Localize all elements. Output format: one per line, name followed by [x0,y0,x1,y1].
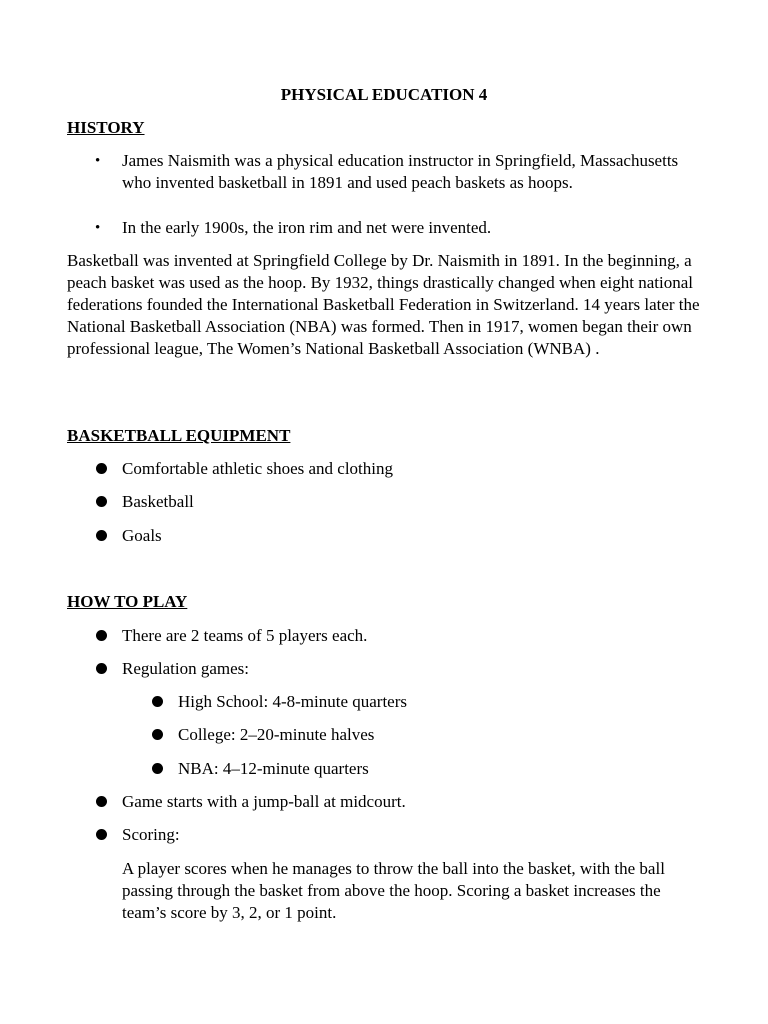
bullet-dot-icon [152,696,163,707]
regulation-nba: NBA: 4–12-minute quarters [178,759,369,778]
history-paragraph: Basketball was invented at Springfield College by Dr. Naismith in 1891. In the beginning, a peach basket was used as the hoop. By 1932, things drastically changed when eight national federations founded the International Basketball Federation in Switzerland. 14 years later the National Basketball Association (NBA) was formed. Then in 1917, women began their own professional league, The Women’s National Basketball Association (WNBA) . [67,251,700,358]
document-title: PHYSICAL EDUCATION 4 [280,85,488,104]
bullet-dot-icon [96,496,107,507]
equipment-heading: BASKETBALL EQUIPMENT [67,426,291,445]
scoring-item: Scoring: [122,825,180,844]
bullet-dot-icon [96,630,107,641]
equipment-item-shoes: Comfortable athletic shoes and clothing [122,459,393,478]
bullet-dot-icon [152,763,163,774]
history-bullet-1: James Naismith was a physical education instructor in Springfield, Massachusetts who invented basketball in 1891 and used peach baskets as hoops. [122,151,679,192]
bullet-dot-icon [152,729,163,740]
bullet-dot-icon [96,796,107,807]
bullet-icon: • [95,153,101,169]
bullet-dot-icon [96,463,107,474]
history-heading: HISTORY [67,118,145,137]
bullet-dot-icon [96,530,107,541]
equipment-item-basketball: Basketball [122,492,194,511]
bullet-dot-icon [96,829,107,840]
equipment-item-goals: Goals [122,526,162,545]
scoring-paragraph: A player scores when he manages to throw the ball into the basket, with the ball passing through the basket from above the hoop. Scoring a basket increases the team’s score by 3, 2, or 1 point. [122,859,665,922]
how-to-play-heading: HOW TO PLAY [67,592,188,611]
regulation-item: Regulation games: [122,659,250,678]
history-bullet-2: In the early 1900s, the iron rim and net were invented. [122,218,492,237]
regulation-high-school: High School: 4-8-minute quarters [178,692,407,711]
regulation-college: College: 2–20-minute halves [178,725,375,744]
jump-ball-item: Game starts with a jump-ball at midcourt. [122,792,406,811]
bullet-icon: • [95,220,101,236]
bullet-dot-icon [96,663,107,674]
teams-item: There are 2 teams of 5 players each. [122,626,368,645]
